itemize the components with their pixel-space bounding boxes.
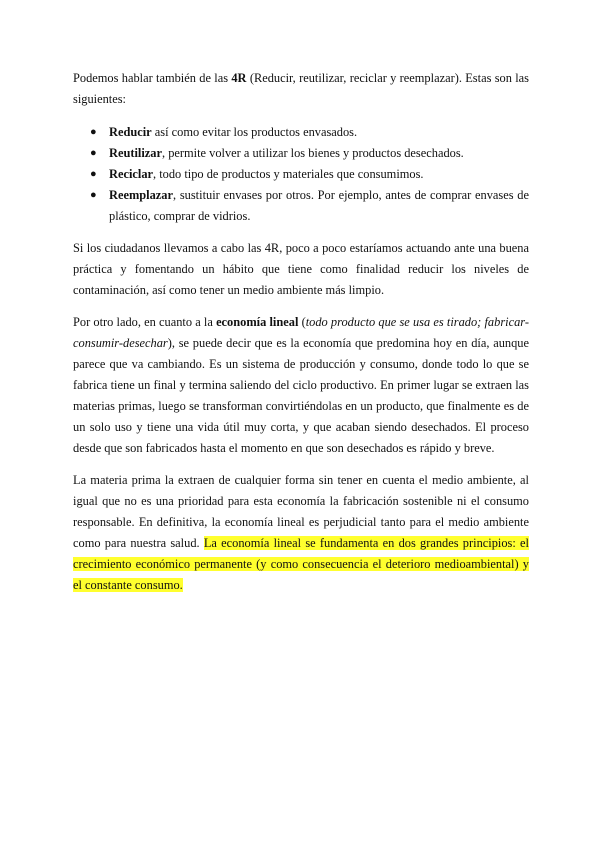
bullet-icon: ● [90,189,97,201]
list-item-text: así como evitar los productos envasados. [151,125,358,139]
list-item-term: Reutilizar [109,146,162,160]
list-item-term: Reciclar [109,167,154,181]
para3-bold-term: economía lineal [216,315,299,329]
paragraph-4r-benefits: Si los ciudadanos llevamos a cabo las 4R, poco a poco estaríamos actuando ante una buena práctica y fomentando un hábito que tiene como finalidad reducir los niveles de contaminación, así como tener un medio ambiente más limpio. [73,241,529,297]
para3-after: ), se puede decir que es la economía que predomina hoy en día, aunque parece que va cambiando. Es un sistema de producción y consumo, donde todo lo que se fabrica tiene un final y termina saliendo del ciclo productivo. En primer lugar se extraen las materias primas, luego se transforman convirtiéndolas en un producto, que finalmente es de un solo uso y tiene una vida útil muy corta, y que acaban siendo desechados. El proceso desde que son fabricados hasta el momento en que son desechados es rápido y breve. [73,336,529,455]
para1-bold-4r: 4R [231,71,247,85]
list-item-text: , todo tipo de productos y materiales que consumimos. [153,167,424,181]
list-item-text: , sustituir envases por otros. Por ejemplo, antes de comprar envases de plástico, comprar de vidrios. [109,188,529,223]
para4-plain: La materia prima la extraen de cualquier forma sin tener en cuenta el medio ambiente, al igual que no es una prioridad para esta economía la fabricación sostenible ni el consumo responsable. En definitiva, la economía lineal es perjudicial tanto para el medio ambiente como para nuestra salud. [73,473,529,550]
paragraph-economia-lineal [73,312,529,459]
list-item-reducir [73,122,529,143]
para1-before: Podemos hablar también de las [73,71,232,85]
list-item-term: Reducir [109,125,152,139]
para3-paren-open: ( [298,315,306,329]
list-item-term: Reemplazar [109,188,173,202]
bullet-icon: ● [90,168,97,180]
paragraph-4r-intro [73,68,529,110]
paragraph-materia-prima [73,470,529,596]
list-item-reemplazar [73,185,529,227]
para3-italic-definition: todo producto que se usa es tirado; fabricar-consumir-desechar [73,315,529,350]
para3-before: Por otro lado, en cuanto a la [73,315,217,329]
bullet-icon: ● [90,147,97,159]
bullet-icon: ● [90,126,97,138]
highlighted-sentence: La economía lineal se fundamenta en dos grandes principios: el crecimiento económico permanente (y como consecuencia el deterioro medioambiental) y el constante consumo. [73,536,529,592]
4r-bullet-list [73,122,529,227]
list-item-text: , permite volver a utilizar los bienes y productos desechados. [162,146,464,160]
para1-after: (Reducir, reutilizar, reciclar y reemplazar). Estas son las siguientes: [73,71,529,106]
list-item-reutilizar [73,143,529,164]
list-item-reciclar [73,164,529,185]
